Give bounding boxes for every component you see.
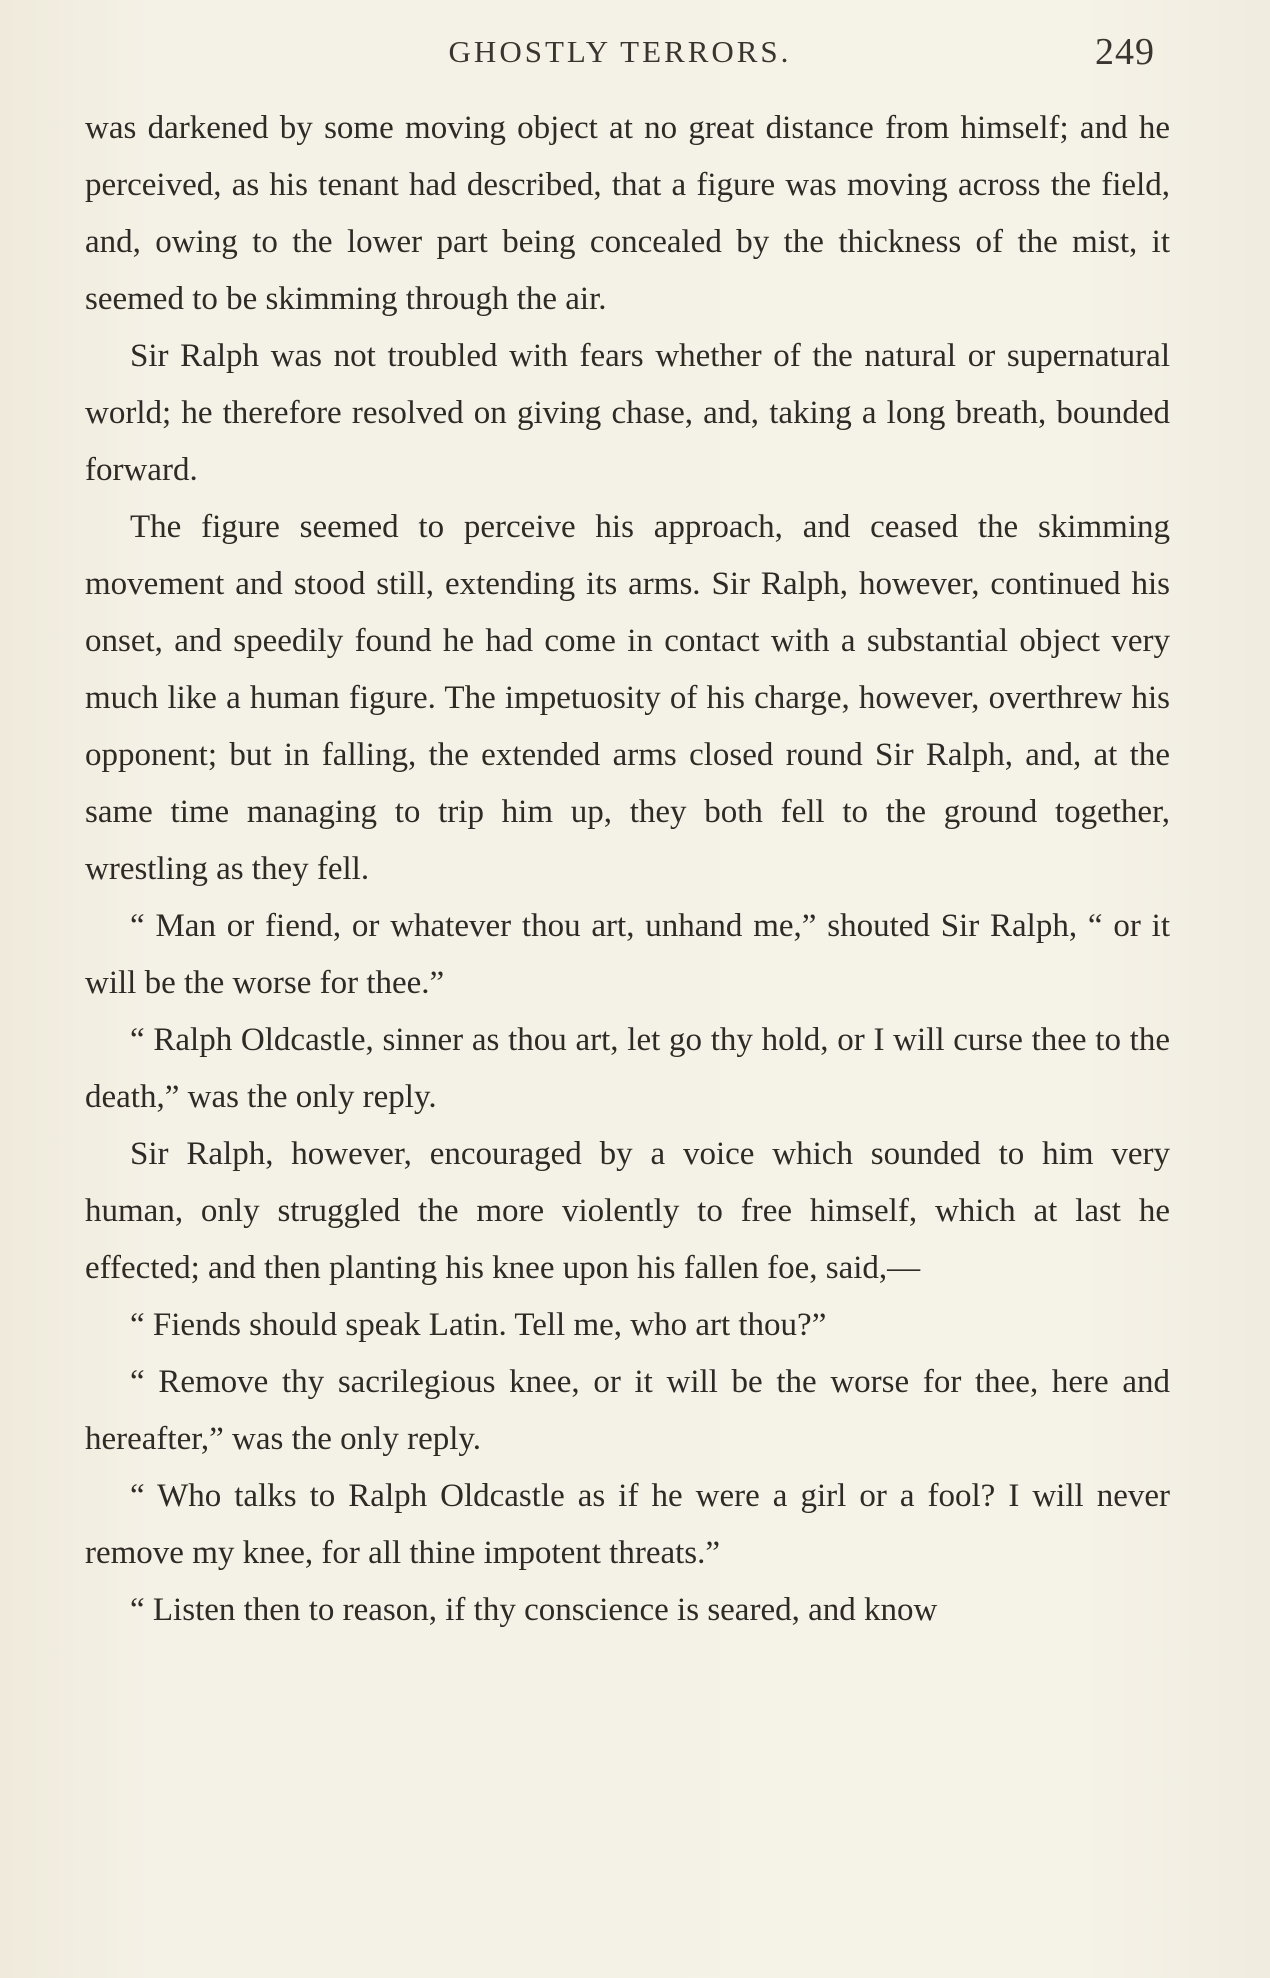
paragraph: “ Man or fiend, or whatever thou art, unhand me,” shouted Sir Ralph, “ or it will be the worse for thee.” bbox=[85, 908, 1170, 1001]
paragraph: “ Listen then to reason, if thy conscience is seared, and know bbox=[130, 1592, 938, 1628]
paragraph: The figure seemed to perceive his approach, and ceased the skimming movement and stood still, extending its arms. Sir Ralph, however, continued his onset, and speedily found he had come in contact with a substantial object very much like a human figure. The impetuosity of his charge, however, overthrew his opponent; but in falling, the extended arms closed round Sir Ralph, and, at the same time managing to trip him up, they both fell to the ground together, wrestling as they fell. bbox=[85, 509, 1170, 887]
paragraph: was darkened by some moving object at no great distance from himself; and he perceived, as his tenant had described, that a figure was moving across the field, and, owing to the lower part being concealed by the thickness of the mist, it seemed to be skimming through the air. bbox=[85, 110, 1170, 317]
paragraph: “ Who talks to Ralph Oldcastle as if he were a girl or a fool? I will never remove my knee, for all thine impotent threats.” bbox=[85, 1478, 1170, 1571]
running-head bbox=[85, 30, 1155, 80]
page-number: 249 bbox=[1095, 31, 1155, 73]
paragraph: “ Fiends should speak Latin. Tell me, who art thou?” bbox=[130, 1307, 827, 1343]
paragraph: “ Remove thy sacrilegious knee, or it will be the worse for thee, here and hereafter,” was the only reply. bbox=[85, 1364, 1170, 1457]
running-title: GHOSTLY TERRORS. bbox=[448, 34, 792, 69]
body-text bbox=[85, 100, 1170, 1639]
paragraph: Sir Ralph was not troubled with fears whether of the natural or supernatural world; he therefore resolved on giving chase, and, taking a long breath, bounded forward. bbox=[85, 338, 1170, 488]
paragraph: Sir Ralph, however, encouraged by a voice which sounded to him very human, only struggled the more violently to free himself, which at last he effected; and then planting his knee upon his fallen foe, said,— bbox=[85, 1136, 1170, 1286]
paragraph: “ Ralph Oldcastle, sinner as thou art, let go thy hold, or I will curse thee to the death,” was the only reply. bbox=[85, 1022, 1170, 1115]
